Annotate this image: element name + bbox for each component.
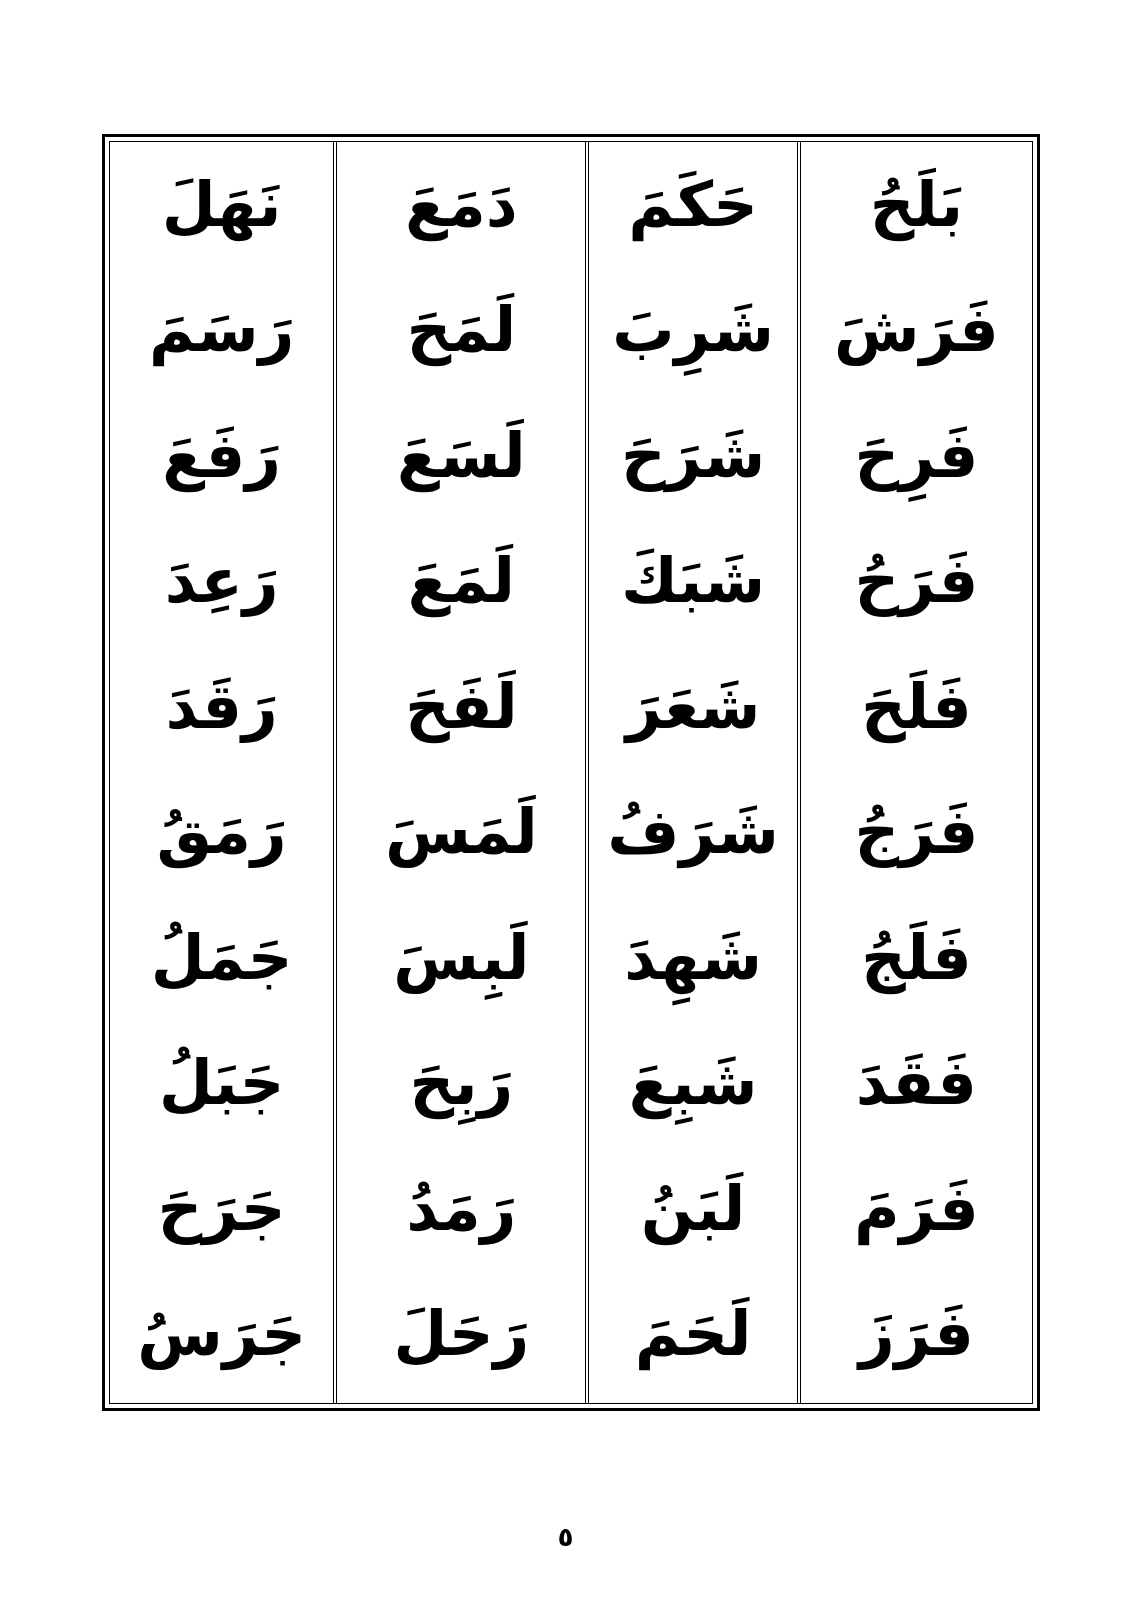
word-cell: جَمَلُ (150, 920, 293, 994)
word-cell: لَحَمَ (634, 1297, 752, 1371)
word-cell: فَرَشَ (834, 293, 999, 367)
word-cell: لَبَنُ (640, 1171, 746, 1245)
word-cell: فَرَمَ (854, 1171, 979, 1245)
word-cell: رَحَلَ (393, 1297, 530, 1371)
word-cell: بَلَحُ (869, 167, 964, 241)
word-cell: فَرَحُ (854, 544, 979, 618)
word-cell: فَلَحَ (861, 669, 972, 743)
word-cell: رَبِحَ (409, 1046, 514, 1120)
word-cell: لَمَحَ (406, 293, 517, 367)
word-cell: رَفَعَ (162, 418, 281, 492)
word-cell: فَلَجُ (861, 920, 972, 994)
word-cell: شَرَفُ (607, 795, 779, 869)
word-cell: شَبَكَ (621, 544, 766, 618)
word-cell: رَمَدُ (406, 1171, 517, 1245)
word-cell: لَمَعَ (407, 544, 515, 618)
word-cell: شَهِدَ (624, 920, 762, 994)
word-cell: فَرَزَ (858, 1297, 974, 1371)
word-cell: لَبِسَ (393, 920, 530, 994)
word-cell: فَقَدَ (855, 1046, 977, 1120)
word-cell: شَبِعَ (628, 1046, 758, 1120)
word-cell: جَرَحَ (157, 1171, 286, 1245)
word-column-1 (797, 142, 1032, 1403)
word-cell: لَفَحَ (405, 669, 518, 743)
word-cell: رَعِدَ (164, 544, 279, 618)
word-column-4 (110, 142, 333, 1403)
page-number: ٥ (557, 1523, 574, 1553)
word-cell: شَعَرَ (625, 669, 761, 743)
word-column-3 (333, 142, 585, 1403)
word-cell: لَمَسَ (385, 795, 538, 869)
word-cell: لَسَعَ (396, 418, 526, 492)
word-cell: حَكَمَ (628, 167, 758, 241)
word-cell: رَسَمَ (148, 293, 295, 367)
word-cell: فَرِحَ (854, 418, 979, 492)
word-column-2 (585, 142, 796, 1403)
word-cell: رَقَدَ (165, 669, 278, 743)
word-cell: رَمَقُ (156, 795, 287, 869)
word-cell: جَبَلُ (158, 1046, 285, 1120)
word-cell: نَهَلَ (161, 167, 282, 241)
word-cell: فَرَجُ (854, 795, 979, 869)
word-cell: شَرَحَ (620, 418, 766, 492)
word-cell: دَمَعَ (405, 167, 518, 241)
word-cell: شَرِبَ (612, 293, 775, 367)
word-table-frame (102, 134, 1040, 1411)
word-table (109, 141, 1033, 1404)
word-cell: جَرَسُ (137, 1297, 307, 1371)
